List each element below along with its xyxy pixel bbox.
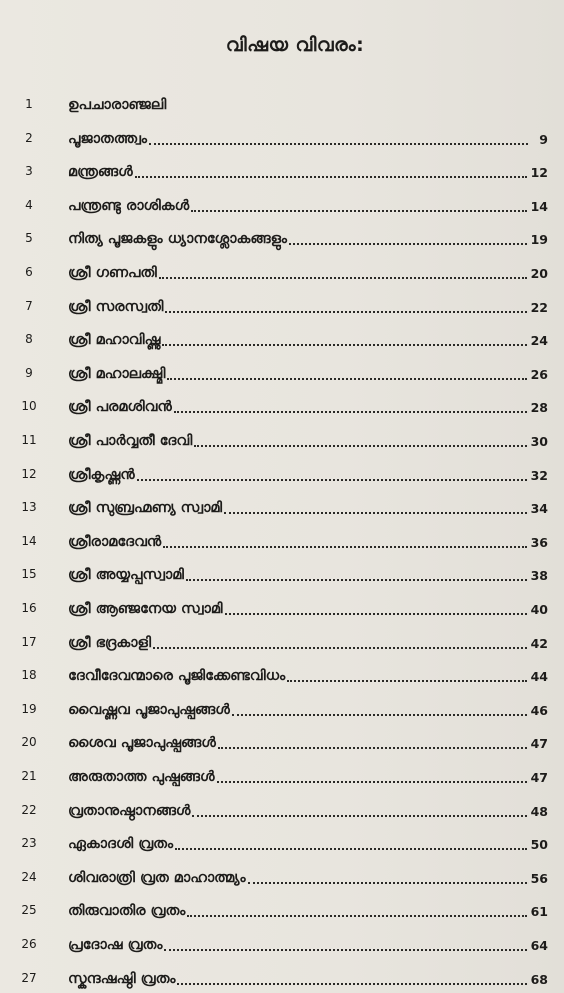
toc-page-number: 64 — [530, 938, 548, 953]
toc-entry — [68, 930, 548, 958]
toc-row — [0, 191, 564, 219]
toc-entry-number: 2 — [25, 130, 33, 145]
toc-entry-title: വ്രതാനുഷ്ഠാനങ്ങൾ — [68, 802, 191, 819]
toc-entry-number: 24 — [21, 869, 37, 884]
toc-row — [0, 258, 564, 286]
dot-leader — [164, 949, 526, 951]
toc-entry — [68, 460, 548, 488]
toc-page-number: 42 — [530, 635, 548, 651]
toc-entry-title: പന്ത്രണ്ടു രാശികൾ — [68, 197, 190, 214]
toc-entry — [68, 325, 548, 353]
dot-leader — [167, 378, 526, 380]
toc-entry-number: 19 — [21, 701, 37, 716]
toc-entry-number: 21 — [21, 769, 37, 783]
toc-row — [0, 325, 564, 353]
toc-row — [0, 292, 564, 320]
toc-entry-title: ശ്രീ അയ്യപ്പസ്വാമി — [68, 567, 184, 584]
toc-page-number: 40 — [530, 602, 548, 617]
toc-entry-title: ശ്രീ മഹാവിഷ്ണു — [68, 332, 161, 349]
toc-entry-number: 27 — [21, 970, 37, 985]
toc-row — [0, 896, 564, 924]
toc-entry-title: ശിവരാത്രി വ്രത മാഹാത്മ്യം — [68, 869, 246, 886]
toc-page-number: 22 — [530, 299, 548, 315]
toc-row — [0, 728, 564, 756]
toc-entry — [68, 762, 548, 790]
toc-entry — [68, 157, 548, 185]
toc-entry — [68, 191, 548, 219]
toc-entry-number: 20 — [21, 735, 37, 750]
toc-entry-title: ശ്രീ പരമശിവൻ — [68, 399, 172, 416]
toc-entry-number: 26 — [21, 937, 37, 951]
dot-leader — [218, 747, 527, 749]
toc-row — [0, 762, 564, 790]
toc-page-number: 12 — [530, 165, 548, 181]
toc-entry-number: 13 — [21, 500, 37, 515]
dot-leader — [165, 311, 526, 313]
toc-page-number: 48 — [530, 803, 548, 819]
toc-page-number: 28 — [530, 400, 548, 416]
toc-row — [0, 695, 564, 723]
toc-entry-title: ഏകാദശി വ്രതം — [68, 836, 174, 853]
toc-entry — [68, 292, 548, 320]
dot-leader — [174, 411, 527, 413]
dot-leader — [153, 647, 527, 649]
dot-leader — [175, 848, 527, 850]
toc-page-number: 19 — [530, 232, 548, 248]
toc-entry-number: 11 — [21, 433, 37, 447]
dot-leader — [177, 983, 526, 985]
toc-entry-number: 23 — [21, 836, 37, 851]
toc-row — [0, 796, 564, 824]
toc-entry — [68, 896, 548, 924]
toc-page-number: 14 — [530, 198, 548, 214]
toc-page-number: 24 — [530, 333, 548, 349]
toc-page-number: 44 — [530, 669, 548, 685]
toc-page-number: 47 — [530, 770, 548, 785]
toc-entry-title: ശ്രീ ഭദ്രകാളി — [68, 634, 152, 651]
toc-page-number: 30 — [530, 434, 548, 449]
toc-page-number: 47 — [530, 736, 548, 752]
toc-page-number: 38 — [530, 568, 548, 584]
toc-entry-number: 18 — [21, 668, 37, 683]
toc-entry — [68, 359, 548, 387]
dot-leader — [187, 915, 526, 917]
toc-entry — [68, 728, 548, 756]
toc-entry-title: ശൈവ പൂജാപുഷ്പങ്ങൾ — [68, 735, 216, 752]
toc-entry — [68, 426, 548, 454]
toc-row — [0, 560, 564, 588]
toc-entry — [68, 258, 548, 286]
toc-entry — [68, 628, 548, 656]
toc-entry-number: 6 — [25, 265, 33, 279]
toc-page-number: 36 — [530, 534, 548, 550]
toc-row — [0, 90, 564, 118]
toc-row — [0, 527, 564, 555]
toc-entry-number: 12 — [21, 466, 37, 481]
toc-page-number: 50 — [530, 837, 548, 853]
toc-entry-title: ദേവീദേവന്മാരെ പൂജിക്കേണ്ടവിധം — [68, 668, 286, 685]
toc-entry-title: ശ്രീ ആഞ്ജനേയ സ്വാമി — [68, 601, 223, 617]
toc-row — [0, 392, 564, 420]
toc-entry — [68, 493, 548, 521]
toc-entry-number: 4 — [25, 197, 33, 212]
dot-leader — [149, 143, 528, 145]
toc-row — [0, 426, 564, 454]
page-title: വിഷയ വിവരം: — [225, 34, 365, 56]
dot-leader — [248, 882, 527, 884]
toc-entry-number: 25 — [21, 903, 37, 918]
toc-entry — [68, 661, 548, 689]
toc-entry-number: 16 — [21, 601, 37, 615]
dot-leader — [162, 344, 526, 346]
toc-entry — [68, 90, 548, 118]
toc-row — [0, 460, 564, 488]
dot-leader — [191, 210, 526, 212]
toc-entry — [68, 594, 548, 622]
toc-page-number: 61 — [530, 904, 548, 920]
dot-leader — [224, 512, 527, 514]
toc-page-number: 32 — [530, 467, 548, 483]
dot-leader — [192, 815, 526, 817]
toc-entry-number: 8 — [25, 332, 33, 347]
toc-row — [0, 359, 564, 387]
toc-entry-title: പ്രദോഷ വ്രതം — [68, 937, 163, 953]
toc-entry-title: പൂജാതത്ത്വം — [68, 130, 147, 147]
toc-entry-number: 15 — [21, 567, 37, 582]
dot-leader — [217, 781, 527, 783]
toc-page-number: 20 — [530, 266, 548, 281]
toc-row — [0, 661, 564, 689]
toc-entry-title: ശ്രീ സരസ്വതി — [68, 298, 164, 315]
toc-entry-title: തിരുവാതിര വ്രതം — [68, 903, 186, 920]
toc-entry-number: 5 — [25, 231, 33, 246]
toc-page-number: 56 — [530, 870, 548, 886]
toc-page-number: 26 — [530, 366, 548, 382]
toc-page-number: 46 — [530, 702, 548, 718]
dot-leader — [232, 714, 527, 716]
toc-entry — [68, 560, 548, 588]
dot-leader — [163, 546, 526, 548]
toc-entry-number: 14 — [21, 533, 37, 548]
toc-entry-number: 3 — [25, 164, 33, 179]
toc-row — [0, 930, 564, 958]
toc-entry — [68, 527, 548, 555]
toc-row — [0, 964, 564, 992]
toc-entry — [68, 964, 548, 992]
toc-row — [0, 594, 564, 622]
toc-entry-title: ശ്രീ മഹാലക്ഷ്മി — [68, 365, 166, 382]
toc-entry — [68, 863, 548, 891]
toc-row — [0, 493, 564, 521]
toc-entry-number: 7 — [25, 298, 33, 313]
toc-page-number: 9 — [539, 131, 548, 147]
dot-leader — [135, 176, 527, 178]
toc-entry — [68, 224, 548, 252]
toc-entry-number: 22 — [21, 802, 37, 817]
dot-leader — [137, 479, 527, 481]
toc-entry-number: 10 — [21, 399, 37, 414]
toc-page-number: 68 — [530, 971, 548, 987]
toc-entry-title: ഉപചാരാഞ്ജലി — [68, 97, 167, 113]
toc-entry-title: ശ്രീ പാർവ്വതീ ദേവി — [68, 433, 193, 449]
toc-entry-number: 17 — [21, 634, 37, 649]
toc-entry-title: വൈഷ്ണവ പൂജാപുഷ്പങ്ങൾ — [68, 701, 230, 718]
toc-entry — [68, 695, 548, 723]
toc-row — [0, 628, 564, 656]
dot-leader — [186, 579, 527, 581]
toc-row — [0, 124, 564, 152]
toc-entry-title: ശ്രീകൃഷ്ണൻ — [68, 466, 135, 483]
toc-entry-title: മന്ത്രങ്ങൾ — [68, 164, 133, 181]
toc-entry-title: അരുതാത്ത പുഷ്പങ്ങൾ — [68, 769, 215, 785]
toc-entry-title: ശ്രീരാമദേവൻ — [68, 533, 162, 550]
dot-leader — [289, 243, 527, 245]
dot-leader — [225, 613, 527, 615]
toc-entry-number: 1 — [25, 97, 33, 111]
toc-row — [0, 829, 564, 857]
toc-entry-title: ശ്രീ സുബ്രഹ്മണ്യ സ്വാമി — [68, 500, 223, 517]
toc-entry-title: നിത്യ പൂജകളും ധ്യാനശ്ലോകങ്ങളും — [68, 231, 288, 248]
dot-leader — [194, 445, 526, 447]
dot-leader — [159, 277, 527, 279]
toc-entry — [68, 124, 548, 152]
toc-row — [0, 224, 564, 252]
toc-row — [0, 157, 564, 185]
toc-entry-title: ശ്രീ ഗണപതി — [68, 265, 157, 281]
toc-row — [0, 863, 564, 891]
toc-entry — [68, 392, 548, 420]
toc-entry — [68, 829, 548, 857]
toc-entry-number: 9 — [25, 365, 33, 380]
toc-page-number: 34 — [530, 501, 548, 517]
dot-leader — [287, 680, 526, 682]
toc-entry-title: സ്കന്ദഷഷ്ഠി വ്രതം — [68, 970, 176, 987]
toc-entry — [68, 796, 548, 824]
